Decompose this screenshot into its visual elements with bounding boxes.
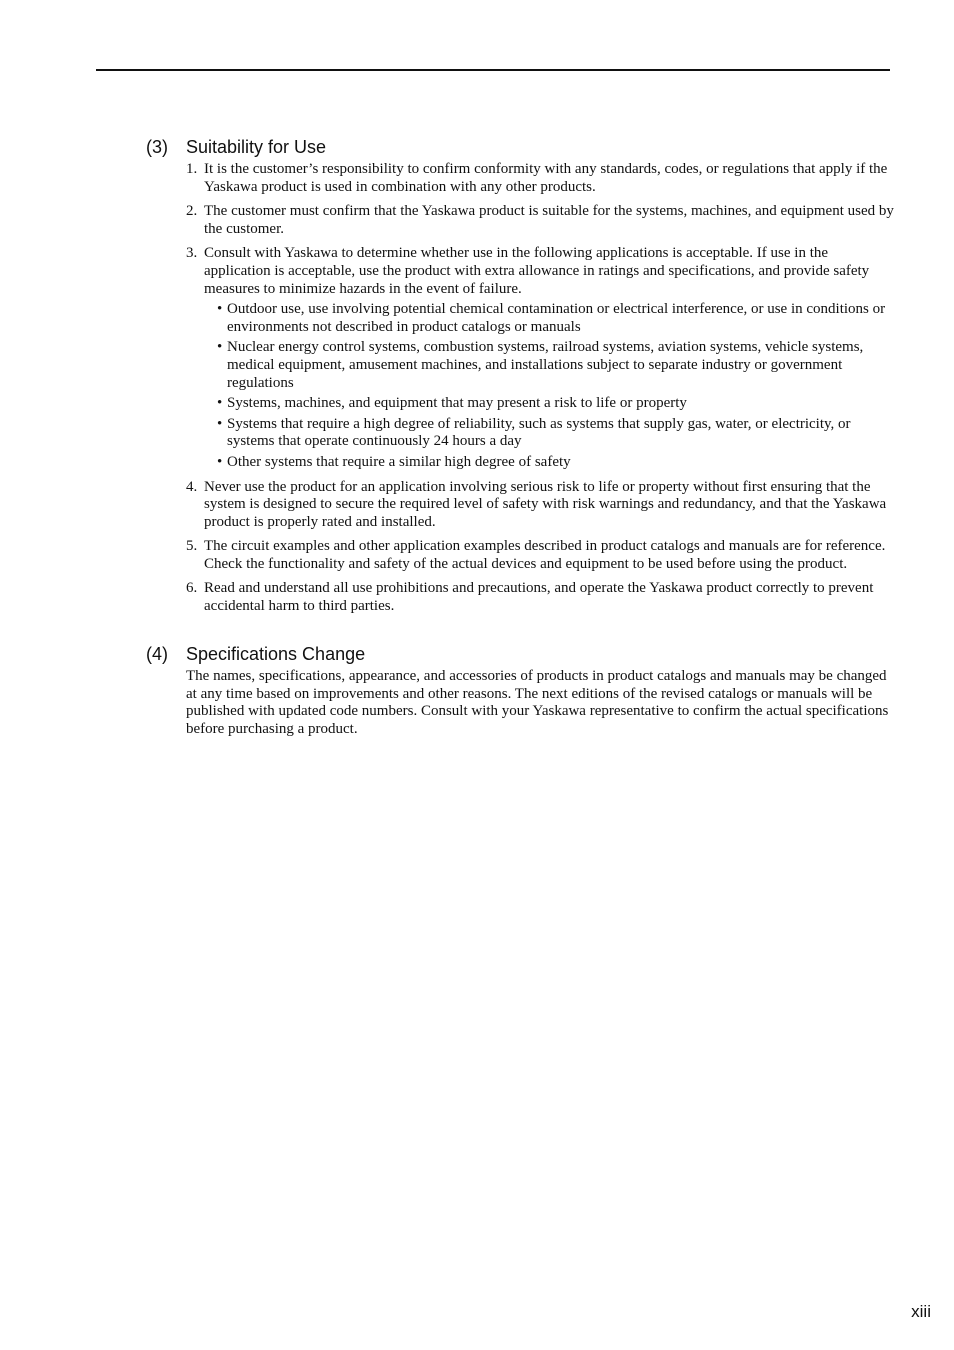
section-heading-specifications [146, 643, 365, 665]
item-number: 6. [186, 580, 198, 597]
item-text: It is the customer’s responsibility to confirm conformity with any standards, codes, or regulations that apply if the Yaskawa product is used in combination with any other products. [204, 161, 888, 195]
header-rule [96, 69, 890, 71]
specifications-paragraph: The names, specifications, appearance, and accessories of products in product catalogs and manuals may be changed at any time based on improvements and other reasons. The next editions of the revised catalogs or manuals will be published with updated code numbers. Consult with your Yaskawa representative to confirm the actual specifications before purchasing a product. [186, 668, 889, 737]
bullet-item [204, 339, 894, 392]
bullet-text: Systems that require a high degree of reliability, such as systems that supply gas, water, or electricity, or systems that operate continuously 24 hours a day [227, 415, 851, 450]
bullet-dot-icon: • [217, 339, 223, 356]
item-text: Read and understand all use prohibitions and precautions, and operate the Yaskawa product correctly to prevent accidental harm to third parties. [204, 580, 874, 615]
section-title: Suitability for Use [186, 137, 327, 157]
bullet-dot-icon: • [217, 453, 223, 470]
list-item [186, 479, 894, 532]
item-number: 4. [186, 478, 198, 495]
list-item [186, 203, 894, 238]
bullet-item [204, 395, 894, 413]
section-number: (3) [146, 137, 168, 157]
bullet-text: Other systems that require a similar high degree of safety [227, 453, 571, 470]
section-number: (4) [146, 644, 168, 664]
suitability-list [186, 161, 894, 623]
item-number: 5. [186, 538, 198, 555]
bullet-text: Systems, machines, and equipment that may present a risk to life or property [227, 395, 687, 412]
section-title: Specifications Change [186, 644, 366, 664]
bullet-text: Outdoor use, use involving potential chemical contamination or electrical interference, or use in conditions or environments not described in product catalogs or manuals [227, 301, 886, 335]
bullet-dot-icon: • [217, 415, 223, 432]
item-text: Consult with Yaskawa to determine whether use in the following applications is acceptable. If use in the application is acceptable, use the product with extra allowance in ratings and specifications, and provide safety measures to minimize hazards in the event of failure. [204, 245, 870, 297]
item-number: 1. [186, 161, 198, 177]
item-text: Never use the product for an application involving serious risk to life or property without first ensuring that the system is designed to secure the required level of safety with risk warnings and redundancy, and that the Yaskawa product is properly rated and installed. [204, 478, 887, 530]
item-number: 2. [186, 203, 198, 220]
page-number: xiii [911, 1302, 931, 1321]
item-text: The customer must confirm that the Yaskawa product is suitable for the systems, machines, and equipment used by the customer. [204, 203, 894, 237]
bullet-item [204, 416, 894, 451]
item-text: The circuit examples and other application examples described in product catalogs and manuals are for reference. Check the functionality and safety of the actual devices and equipment to be used before using the product. [204, 538, 886, 572]
application-bullet-list [204, 301, 894, 471]
item-number: 3. [186, 245, 198, 262]
section-heading-suitability [146, 136, 326, 158]
list-item [186, 580, 894, 615]
bullet-item [204, 301, 894, 336]
list-item [186, 161, 894, 196]
list-item [186, 245, 894, 471]
bullet-dot-icon: • [217, 395, 223, 412]
bullet-dot-icon: • [217, 301, 223, 318]
list-item [186, 538, 894, 573]
bullet-item [204, 454, 894, 472]
bullet-text: Nuclear energy control systems, combustion systems, railroad systems, aviation systems, vehicle systems, medical equipment, amusement machines, and installations subject to separate industry or government regulations [227, 339, 864, 391]
